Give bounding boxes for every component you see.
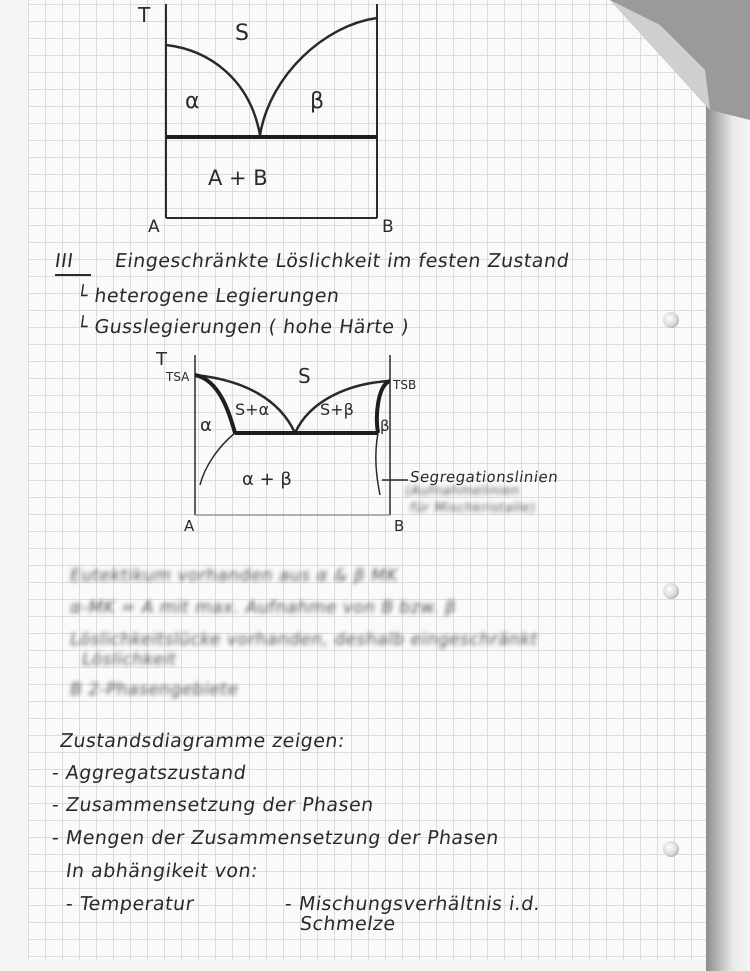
region-ab-label: A + B	[208, 166, 268, 190]
phase-diagram-complete	[130, 0, 400, 235]
region-beta-label: β	[310, 89, 325, 114]
corner-b-label: B	[382, 217, 394, 235]
region-beta2-label: β	[380, 417, 390, 435]
corner-a2-label: A	[184, 517, 195, 535]
axis-t2-label: T	[156, 349, 167, 370]
summary-heading: Zustandsdiagramme zeigen:	[58, 730, 347, 752]
tsa-label: TSA	[166, 370, 190, 384]
section-item-1: └ heterogene Legierungen	[74, 285, 342, 307]
blurred-note-3: Löslichkeitslücke vorhanden, deshalb eingeschränkt	[68, 630, 540, 650]
summary-bullet-2: - Zusammensetzung der Phasen	[50, 794, 376, 816]
blurred-note-2: α-MK = A mit max. Aufnahme von B bzw. β	[68, 598, 458, 618]
section-title: Eingeschränkte Löslichkeit im festen Zustand	[113, 250, 571, 272]
segregation-note-2: für Mischkristalle)	[408, 501, 537, 516]
region-s-beta-label: S+β	[320, 400, 354, 419]
page-edge-shadow	[706, 0, 750, 971]
segregation-label: Segregationslinien	[408, 468, 560, 486]
summary-dep-2b: Schmelze	[298, 913, 398, 935]
binder-hole	[663, 583, 679, 599]
section-number-underline	[55, 272, 95, 278]
corner-a-label: A	[148, 217, 160, 235]
blurred-note-4: B 2-Phasengebiete	[68, 680, 240, 700]
region-s2-label: S	[298, 364, 311, 388]
corner-b2-label: B	[394, 517, 405, 535]
summary-dependency: In abhängikeit von:	[64, 860, 260, 882]
region-alpha2-label: α	[200, 415, 212, 436]
summary-dep-2: - Mischungsverhältnis i.d.	[283, 893, 543, 915]
corner-fold	[600, 0, 750, 120]
segregation-note-1: (Aufnahmelinien	[403, 484, 521, 499]
region-s-label: S	[235, 21, 249, 46]
tsb-label: TSB	[393, 378, 417, 392]
binder-hole	[663, 312, 679, 328]
region-ab2-label: α + β	[242, 469, 292, 490]
blurred-note-1: Eutektikum vorhanden aus α & β MK	[68, 566, 400, 586]
section-item-1-text: heterogene Legierungen	[92, 285, 342, 307]
blurred-note-3b: Löslichkeit	[80, 650, 178, 670]
region-alpha-label: α	[185, 89, 200, 114]
section-item-2-text: Gusslegierungen ( hohe Härte )	[92, 316, 411, 338]
section-item-2: └ Gusslegierungen ( hohe Härte )	[74, 316, 411, 338]
phase-diagram-eutectic	[150, 345, 640, 535]
summary-bullet-1: - Aggregatszustand	[50, 762, 248, 784]
summary-bullet-3: - Mengen der Zusammensetzung der Phasen	[50, 827, 501, 849]
section-number: III	[53, 250, 75, 272]
axis-t-label: T	[138, 3, 151, 27]
binder-hole	[663, 841, 679, 857]
summary-dep-1: - Temperatur	[64, 893, 196, 915]
region-s-alpha-label: S+α	[235, 400, 270, 419]
